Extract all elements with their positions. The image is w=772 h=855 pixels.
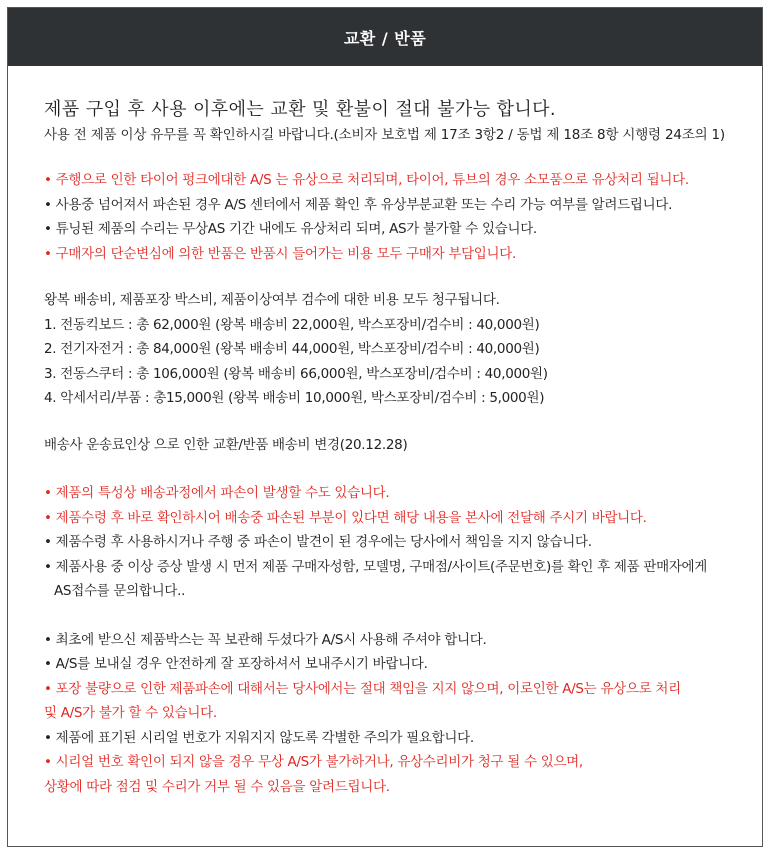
fee-item: 2. 전기자전거 : 총 84,000원 (왕복 배송비 44,000원, 박스포장비/검수비 : 40,000원) xyxy=(44,341,540,357)
list-item-continuation: 상황에 따라 점검 및 수리가 거부 될 수 있음을 알려드립니다. xyxy=(44,778,390,795)
list-item: • 제품의 특성상 배송과정에서 파손이 발생할 수도 있습니다. xyxy=(44,485,390,501)
fee-item: 1. 전동킥보드 : 총 62,000원 (왕복 배송비 22,000원, 박스포장비/검수비 : 40,000원) xyxy=(44,316,540,333)
exchange-return-panel xyxy=(7,7,763,847)
section-header xyxy=(8,8,762,66)
list-item: • 구매자의 단순변심에 의한 반품은 반품시 들어가는 비용 모두 구매자 부담입니다. xyxy=(44,245,517,262)
policy-headline: 제품 구입 후 사용 이후에는 교환 및 환불이 절대 불가능 합니다. xyxy=(44,99,557,120)
list-item: • 시리얼 번호 확인이 되지 않을 경우 무상 A/S가 불가하거나, 유상수리비가 청구 될 수 있으며, xyxy=(44,754,583,770)
list-item: • 포장 불량으로 인한 제품파손에 대해서는 당사에서는 절대 책임을 지지 않으며, 이로인한 A/S는 유상으로 처리 xyxy=(44,680,681,697)
fee-item: 3. 전동스쿠터 : 총 106,000원 (왕복 배송비 66,000원, 박스포장비/검수비 : 40,000원) xyxy=(44,365,548,382)
list-item-continuation: 및 A/S가 불가 할 수 있습니다. xyxy=(44,705,217,721)
list-item: • 제품수령 후 바로 확인하시어 배송중 파손된 부분이 있다면 해당 내용을 본사에 전달해 주시기 바랍니다. xyxy=(44,509,647,526)
list-item: • A/S를 보내실 경우 안전하게 잘 포장하셔서 보내주시기 바랍니다. xyxy=(44,656,428,672)
fee-change-notice: 배송사 운송료인상 으로 인한 교환/반품 배송비 변경(20.12.28) xyxy=(44,436,408,453)
policy-content xyxy=(8,66,762,799)
list-item: • 최초에 받으신 제품박스는 꼭 보관해 두셨다가 A/S시 사용해 주셔야 합니다. xyxy=(44,631,487,648)
list-item: • 제품사용 중 이상 증상 발생 시 먼저 제품 구매자성함, 모델명, 구매점/사이트(주문번호)를 확인 후 제품 판매자에게 xyxy=(44,558,708,575)
list-item: • 사용중 넘어져서 파손된 경우 A/S 센터에서 제품 확인 후 유상부분교환 또는 수리 가능 여부를 알려드립니다. xyxy=(44,196,673,213)
policy-subline: 사용 전 제품 이상 유무를 꼭 확인하시길 바랍니다.(소비자 보호법 제 17조 3항2 / 동법 제 18조 8항 시행령 24조의 1) xyxy=(44,127,725,143)
list-item: • 제품수령 후 사용하시거나 주행 중 파손이 발견이 된 경우에는 당사에서 책임을 지지 않습니다. xyxy=(44,534,592,550)
list-item: • 주행으로 인한 타이어 펑크에대한 A/S 는 유상으로 처리되며, 타이어, 튜브의 경우 소모품으로 유상처리 됩니다. xyxy=(44,172,689,188)
as-policy-list xyxy=(44,168,762,266)
list-item: • 튜닝된 제품의 수리는 무상AS 기간 내에도 유상처리 되며, AS가 불가할 수 있습니다. xyxy=(44,221,537,237)
damage-policy-list xyxy=(44,481,762,604)
return-fee-list xyxy=(44,288,762,411)
fee-item: 4. 악세서리/부품 : 총15,000원 (왕복 배송비 10,000원, 박스포장비/검수비 : 5,000원) xyxy=(44,390,545,406)
fee-change-notice-block xyxy=(44,433,762,458)
fee-intro: 왕복 배송비, 제품포장 박스비, 제품이상여부 검수에 대한 비용 모두 청구됩니다. xyxy=(44,292,500,308)
list-item-continuation: AS접수를 문의합니다.. xyxy=(54,583,186,599)
packaging-policy-list xyxy=(44,628,762,800)
list-item: • 제품에 표기된 시리얼 번호가 지워지지 않도록 각별한 주의가 필요합니다. xyxy=(44,729,474,746)
section-title: 교환 / 반품 xyxy=(343,28,427,48)
